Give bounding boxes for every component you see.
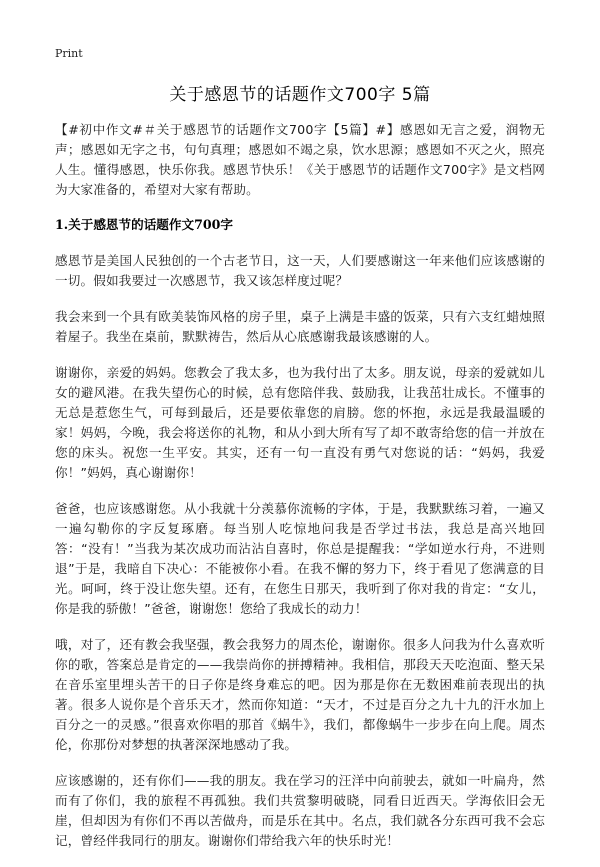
section-heading: 1.关于感恩节的话题作文700字: [55, 217, 233, 232]
paragraph-5: 哦，对了，还有教会我坚强，教会我努力的周杰伦，谢谢你。很多人问我为什么喜欢听你的歌，答案总是肯定的——我崇尚你的拼搏精神。我相信，那段天天吃泡面、整天呆在音乐室里埋头苦干的日子你是终身难忘的吧。因为那是你在无数困难前表现出的执著。很多人说你是个音乐天才，然而你知道：“天才，不过是百分之九十九的汗水加上百分之一的灵感。”很喜欢你唱的那首《蜗牛》，我们，都像蜗牛一步步在向上爬。周杰伦，你那份对梦想的执著深深地感动了我。: [55, 637, 545, 752]
article-title: 关于感恩节的话题作文700字 5篇: [169, 85, 431, 105]
paragraph-3: 谢谢你，亲爱的妈妈。您教会了我太多，也为我付出了太多。朋友说，母亲的爱就如儿女的避风港。在我失望伤心的时候，总有您陪伴我、鼓励我，让我茁壮成长。不懂事的无总是惹您生气，可每到最后，还是要依靠您的肩膀。您的怀抱，永远是我最温暖的家！妈妈，今晚，我会将送你的礼物，和从小到大所有写了却不敢寄给您的信一并放在您的床头。祝您一生平安。其实，还有一句一直没有勇气对您说的话：“妈妈，我爱你！”妈妈，真心谢谢你！: [55, 365, 545, 480]
paragraph-6: 应该感谢的，还有你们——我的朋友。我在学习的汪洋中向前驶去，就如一叶扁舟，然而有了你们，我的旅程不再孤独。我们共赏黎明破晓，同看日近西天。学海依旧会无崖，但却因为有你们不再以苦做舟，而是乐在其中。名点，我们就各分东西可我不会忘记，曾经伴我同行的朋友。谢谢你们带给我六年的快乐时光！: [55, 773, 545, 848]
paragraph-1: 感恩节是美国人民独创的一个古老节日，这一天，人们要感谢这一年来他们应该感谢的一切。假如我要过一次感恩节，我又该怎样度过呢？: [55, 253, 545, 288]
article-body: [55, 120, 545, 867]
paragraph-2: 我会来到一个具有欧美装饰风格的房子里，桌子上满是丰盛的饭菜，只有六支红蜡烛照着屋子。我坐在桌前，默默祷告，然后从心底感谢我最该感谢的人。: [55, 309, 545, 344]
print-link[interactable]: Print: [55, 47, 83, 60]
paragraph-4: 爸爸，也应该感谢您。从小我就十分羡慕你流畅的字体，于是，我默默练习着，一遍又一遍勾勒你的字反复琢磨。每当别人吃惊地问我是否学过书法，我总是高兴地回答：“没有！”当我为某次成功而沾沾自喜时，你总是提醒我：“学如逆水行舟，不进则退”于是，我暗自下决心：不能被你小看。在我不懈的努力下，终于看见了您满意的目光。呵呵，终于没让您失望。还有，在您生日那天，我听到了你对我的肯定：“女儿，你是我的骄傲！”爸爸，谢谢您！您给了我成长的动力！: [55, 501, 545, 616]
article-intro: 【#初中作文#＃关于感恩节的话题作文700字【5篇】#】感恩如无言之爱，润物无声；感恩如无字之书，句句真理；感恩如不竭之泉，饮水思源；感恩如不灭之火，照亮人生。懂得感恩，快乐你我。感恩节快乐！《关于感恩节的话题作文700字》是文档网为大家准备的，希望对大家有帮助。: [55, 122, 545, 197]
